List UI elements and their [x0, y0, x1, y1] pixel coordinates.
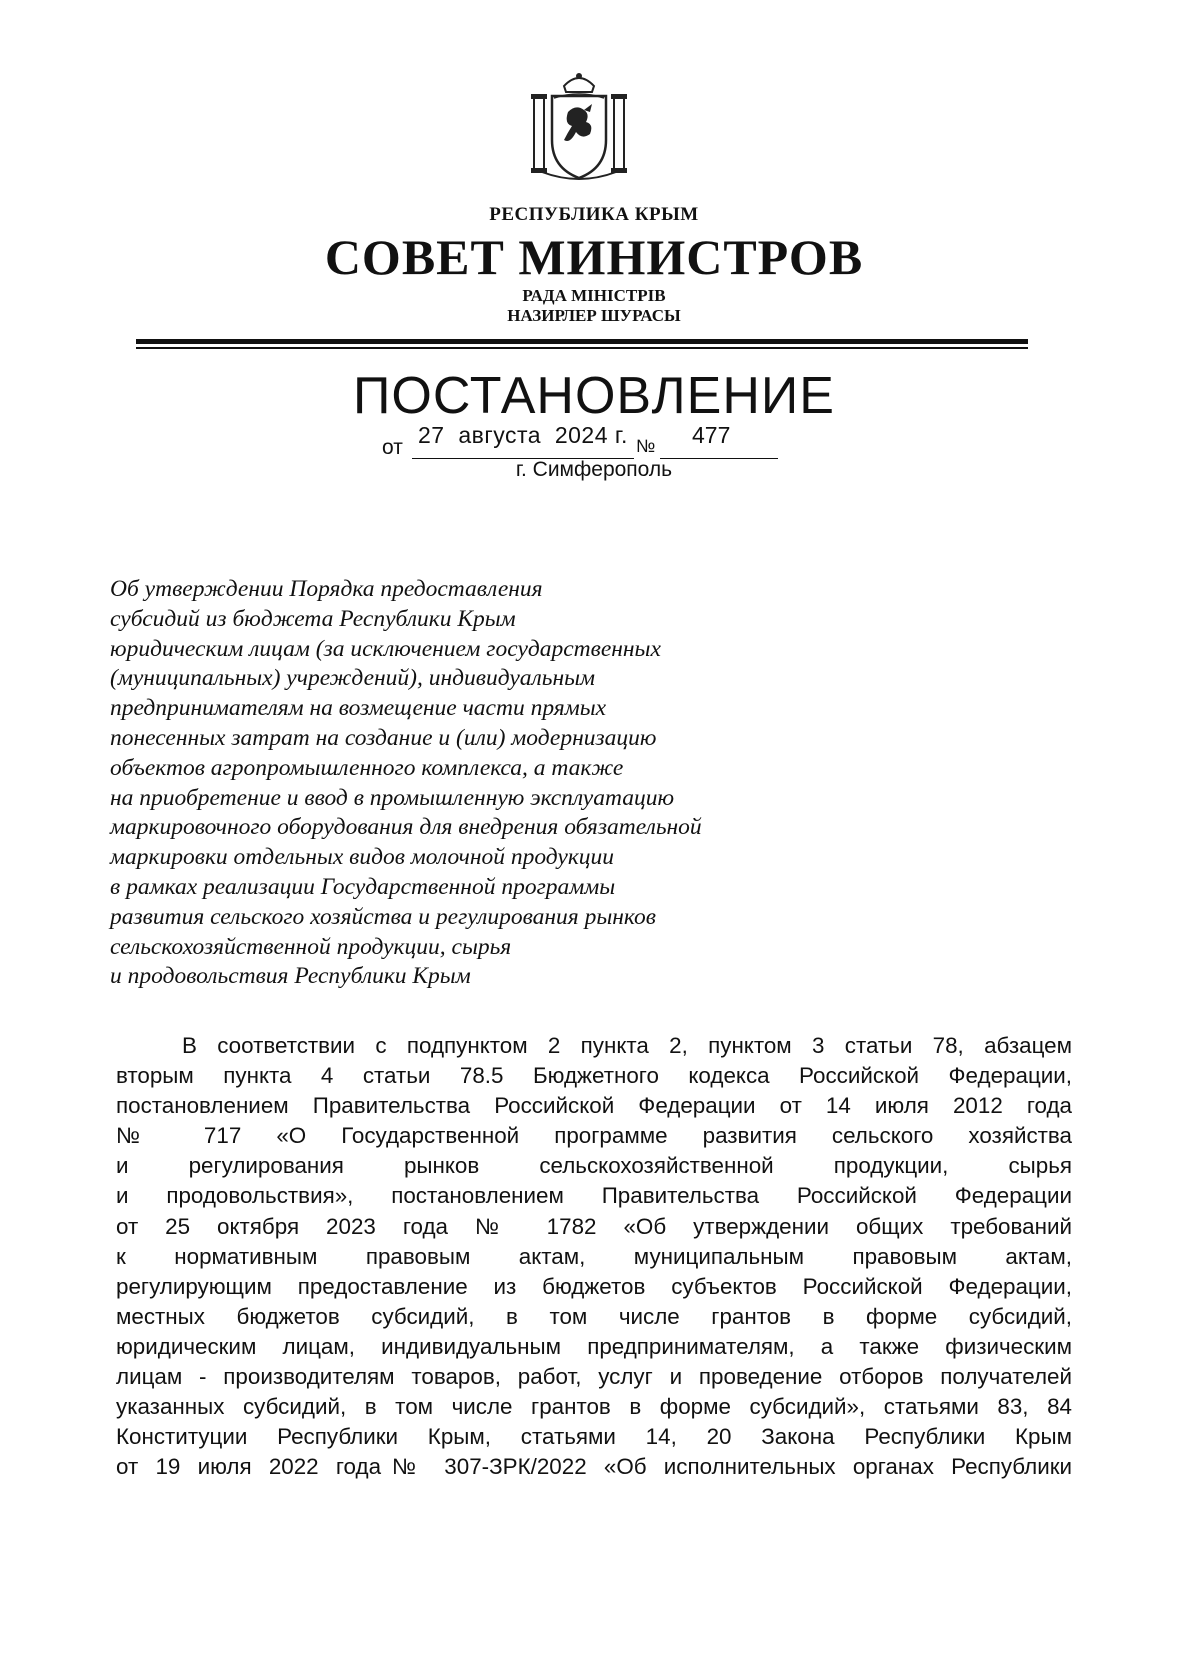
body-line: В соответствии с подпунктом 2 пункта 2, пунктом 3 статьи 78, абзацем [182, 1033, 1072, 1058]
title-line: в рамках реализации Государственной программы [110, 873, 616, 900]
body-line: регулирующим предоставление из бюджетов субъектов Российской Федерации, [116, 1273, 1072, 1299]
council-crimean-tatar: НАЗИРЛЕР ШУРАСЫ [507, 306, 681, 325]
title-line: развития сельского хозяйства и регулирования рынков [110, 903, 656, 930]
body-line: к нормативным правовым актам, муниципальным правовым актам, [116, 1243, 1072, 1269]
republic-heading: РЕСПУБЛИКА КРЫМ [489, 204, 699, 225]
coat-of-arms-icon [524, 68, 634, 188]
number-sign: № [636, 436, 656, 456]
title-line: и продовольствия Республики Крым [110, 963, 471, 990]
body-line: № 717 «О Государственной программе развития сельского хозяйства [116, 1123, 1072, 1149]
title-line: маркировки отдельных видов молочной продукции [110, 844, 615, 871]
body-line: от 25 октября 2023 года № 1782 «Об утверждении общих требований [116, 1213, 1072, 1239]
body-line: вторым пункта 4 статьи 78.5 Бюджетного кодекса Российской Федерации, [116, 1063, 1072, 1089]
city-name: г. Симферополь [515, 458, 673, 481]
body-line: юридическим лицам, индивидуальным предпринимателям, а также физическим [116, 1333, 1072, 1359]
body-line: от 19 июля 2022 года№ 307-ЗРК/2022 «Об исполнительных органах Республики [116, 1454, 1072, 1480]
title-line: Об утверждении Порядка предоставления [110, 576, 543, 602]
council-ukrainian: РАДА МІНІСТРІВ [522, 286, 666, 305]
title-line: маркировочного оборудования для внедрения обязательной [110, 814, 702, 841]
date-prefix: от [382, 436, 403, 459]
decree-date: 27 августа 2024 г. [418, 422, 628, 448]
body-line: местных бюджетов субсидий, в том числе грантов в форме субсидий, [116, 1303, 1072, 1329]
title-line: объектов агропромышленного комплекса, а также [110, 754, 624, 781]
title-line: (муниципальных) учреждений), индивидуальным [110, 665, 596, 692]
body-line: и регулирования рынков сельскохозяйственной продукции, сырья [116, 1153, 1072, 1179]
title-line: юридическим лицам (за исключением государственных [110, 635, 661, 662]
body-line: Конституции Республики Крым, статьями 14, 20 Закона Республики Крым [116, 1424, 1072, 1450]
body-line: лицам - производителям товаров, работ, услуг и проведение отборов получателей [116, 1364, 1072, 1390]
body-line: постановлением Правительства Российской Федерации от 14 июля 2012 года [116, 1093, 1072, 1119]
title-line: субсидий из бюджета Республики Крым [110, 605, 516, 632]
header-divider-thick [136, 339, 1028, 344]
document-title [110, 575, 830, 992]
decree-title: ПОСТАНОВЛЕНИЕ [353, 367, 835, 425]
date-number-line [382, 420, 802, 460]
header-divider-thin [136, 347, 1028, 349]
title-line: предпринимателям на возмещение части прямых [110, 695, 607, 722]
title-line: на приобретение и ввод в промышленную эксплуатацию [110, 784, 675, 811]
body-text [116, 1031, 1072, 1482]
title-line: сельскохозяйственной продукции, сырья [110, 933, 512, 960]
decree-number: 477 [692, 422, 731, 448]
title-line: понесенных затрат на создание и (или) модернизацию [110, 724, 657, 751]
body-line: указанных субсидий, в том числе грантов в форме субсидий», статьями 83, 84 [116, 1394, 1072, 1420]
body-line: и продовольствия», постановлением Правительства Российской Федерации [116, 1183, 1072, 1209]
council-heading: СОВЕТ МИНИСТРОВ [324, 229, 864, 285]
